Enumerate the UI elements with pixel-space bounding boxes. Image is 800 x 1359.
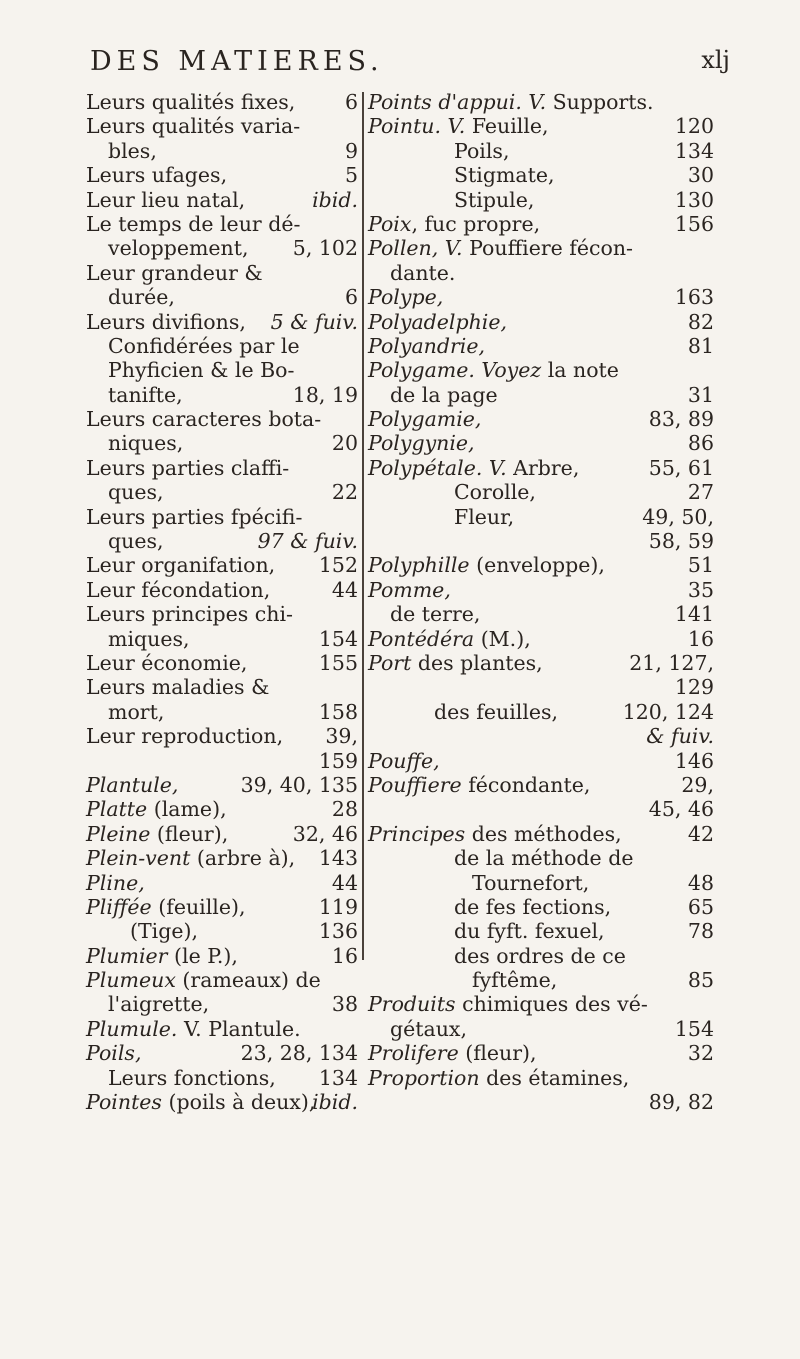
index-entry: Leur lieu natal, ibid. <box>86 187 358 212</box>
index-entry: Polyandrie, 81 <box>368 333 714 358</box>
index-entry: 159 <box>318 748 358 773</box>
index-entry: Leur grandeur & <box>86 260 263 285</box>
index-entry: du fyft. fexuel, 78 <box>454 919 714 944</box>
index-entry: de terre, 141 <box>390 602 714 627</box>
index-entry: l'aigrette, 38 <box>108 992 358 1017</box>
index-entry: dante. <box>390 260 456 285</box>
index-entry: Leurs maladies & <box>86 675 270 700</box>
index-entry: (Tige), 136 <box>130 919 358 944</box>
index-entry: Proportion des étamines, <box>368 1065 630 1090</box>
index-entry: Phyficien & le Bo- <box>108 358 295 383</box>
index-entry: Pointes (poils à deux), ibid. <box>86 1090 358 1115</box>
index-entry: Polygamie, 83, 89 <box>368 407 714 432</box>
index-entry: ques, 97 & fuiv. <box>108 529 358 554</box>
index-entry: Polype, 163 <box>368 285 714 310</box>
page-number: xlj <box>701 46 730 74</box>
index-entry: Prolifere (fleur), 32 <box>368 1041 714 1066</box>
index-entry: Leurs divifions, 5 & fuiv. <box>86 309 358 334</box>
index-entry: Pouffe, 146 <box>368 748 714 773</box>
index-entry: Points d'appui. V. Supports. <box>368 90 654 114</box>
index-entry: Poils, 23, 28, 134 <box>86 1041 358 1066</box>
index-entry: Pollen, V. Pouffiere fécon- <box>368 236 633 261</box>
running-head <box>90 46 730 77</box>
index-entry: des ordres de ce <box>454 943 626 968</box>
index-entry: de la page 31 <box>390 382 714 407</box>
index-entry: veloppement, 5, 102 <box>108 236 358 261</box>
index-entry: 45, 46 <box>648 797 714 822</box>
index-entry: niques, 20 <box>108 431 358 456</box>
index-entry: 89, 82 <box>648 1090 714 1115</box>
index-entry: Polypétale. V. Arbre, 55, 61 <box>368 455 714 480</box>
index-entry: de la méthode de <box>454 846 634 871</box>
index-entry: Leurs qualités varia- <box>86 114 301 139</box>
index-entry: Leur économie, 155 <box>86 650 358 675</box>
index-entry: Port des plantes, 21, 127, <box>368 650 714 675</box>
index-entry: Leur reproduction, 39, <box>86 724 358 749</box>
index-entry: Pleine (fleur), 32, 46 <box>86 821 358 846</box>
index-entry: & fuiv. <box>646 724 714 749</box>
index-entry: 129 <box>674 675 714 700</box>
index-entry: Produits chimiques des vé- <box>368 992 648 1017</box>
column-divider <box>362 92 364 960</box>
index-entry: Stigmate, 30 <box>454 163 714 188</box>
index-entry: Leurs caracteres bota- <box>86 407 322 432</box>
index-entry: Plumier (le P.), 16 <box>86 943 358 968</box>
index-entry: Leurs qualités fixes, 6 <box>86 90 358 114</box>
index-entry: Pomme, 35 <box>368 577 714 602</box>
index-entry: 58, 59 <box>648 529 714 554</box>
index-entry: Plumeux (rameaux) de <box>86 968 321 993</box>
index-entry: Pointu. V. Feuille, 120 <box>368 114 714 139</box>
index-entry: Leurs principes chi- <box>86 602 293 627</box>
index-entry: Leurs ufages, 5 <box>86 163 358 188</box>
index-entry: Poix, fuc propre, 156 <box>368 211 714 236</box>
index-entry: Pouffiere fécondante, 29, <box>368 772 714 797</box>
index-column-right <box>368 90 714 1114</box>
index-entry: durée, 6 <box>108 285 358 310</box>
index-entry: fyftême, 85 <box>472 968 714 993</box>
index-entry: miques, 154 <box>108 626 358 651</box>
index-entry: tanifte, 18, 19 <box>108 382 358 407</box>
index-entry: Platte (lame), 28 <box>86 797 358 822</box>
index-entry: Poils, 134 <box>454 138 714 163</box>
index-entry: gétaux, 154 <box>390 1016 714 1041</box>
index-entry: Polygame. Voyez la note <box>368 358 619 383</box>
index-entry: Leur fécondation, 44 <box>86 577 358 602</box>
index-entry: Polygynie, 86 <box>368 431 714 456</box>
index-entry: Leurs parties claffi- <box>86 455 290 480</box>
running-head-title: DES MATIERES. <box>90 46 384 77</box>
index-entry: Le temps de leur dé- <box>86 211 301 236</box>
index-entry: bles, 9 <box>108 138 358 163</box>
index-entry: Principes des méthodes, 42 <box>368 821 714 846</box>
index-entry: Tournefort, 48 <box>472 870 714 895</box>
index-entry: Plein-vent (arbre à), 143 <box>86 846 358 871</box>
index-entry: Fleur, 49, 50, <box>454 504 714 529</box>
index-entry: Stipule, 130 <box>454 187 714 212</box>
index-entry: Plantule, 39, 40, 135 <box>86 772 358 797</box>
index-column-left <box>86 90 358 1114</box>
index-entry: de fes fections, 65 <box>454 894 714 919</box>
index-entry: Pontédéra (M.), 16 <box>368 626 714 651</box>
index-entry: Leur organifation, 152 <box>86 553 358 578</box>
index-entry: Confidérées par le <box>108 333 300 358</box>
index-entry: Plumule. V. Plantule. <box>86 1016 301 1041</box>
index-entry: des feuilles, 120, 124 <box>434 699 714 724</box>
index-entry: Pline, 44 <box>86 870 358 895</box>
index-entry: ques, 22 <box>108 480 358 505</box>
index-entry: mort, 158 <box>108 699 358 724</box>
index-entry: Polyadelphie, 82 <box>368 309 714 334</box>
index-entry: Leurs parties fpécifi- <box>86 504 303 529</box>
index-entry: Corolle, 27 <box>454 480 714 505</box>
index-entry: Pliffée (feuille), 119 <box>86 894 358 919</box>
index-entry: Leurs fonctions, 134 <box>108 1065 358 1090</box>
index-entry: Polyphille (enveloppe), 51 <box>368 553 714 578</box>
